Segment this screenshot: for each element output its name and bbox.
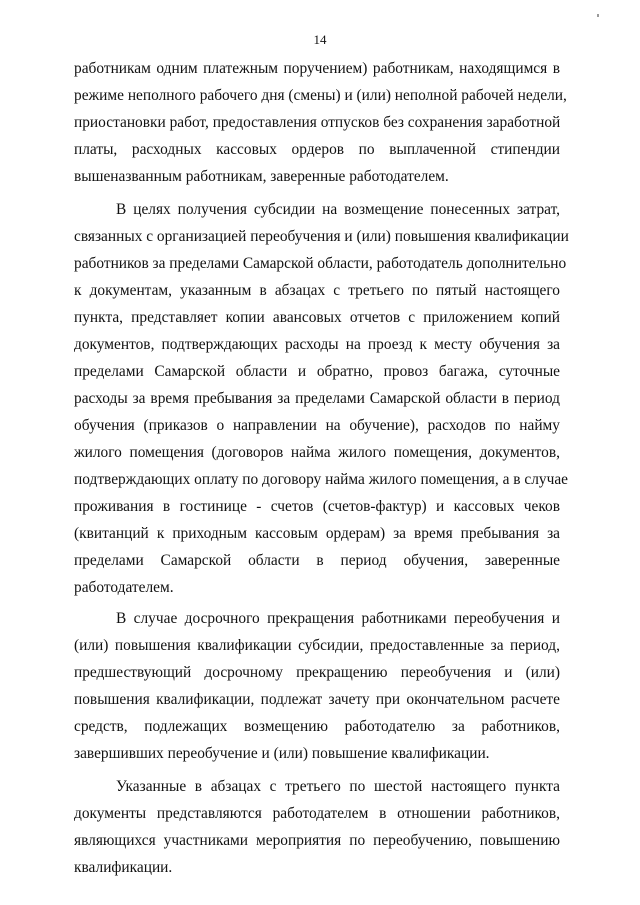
text-line: расходы за время пребывания за пределами Самарской области в период (74, 390, 560, 407)
text-line: обучения (приказов о направлении на обучение), расходов по найму (74, 417, 560, 434)
text-line: вышеназванным работникам, заверенные работодателем. (74, 168, 449, 185)
text-line: работодателем. (74, 579, 174, 596)
scan-mark (597, 14, 599, 17)
paragraph-first-line: В случае досрочного прекращения работниками переобучения и (116, 610, 560, 627)
page-number: 14 (313, 32, 327, 47)
text-line: пределами Самарской области и обратно, провоз багажа, суточные (74, 363, 560, 380)
text-line: повышения квалификации, подлежат зачету при окончательном расчете (74, 691, 560, 708)
paragraph-first-line: В целях получения субсидии на возмещение понесенных затрат, (116, 201, 560, 218)
text-line: работников за пределами Самарской области, работодатель дополнительно (74, 255, 567, 272)
text-line: (или) повышения квалификации субсидии, предоставленные за период, (74, 637, 560, 654)
text-line: режиме неполного рабочего дня (смены) и (или) неполной рабочей недели, (74, 87, 567, 104)
text-line: пункта, представляет копии авансовых отчетов с приложением копий (74, 309, 560, 326)
text-line: жилого помещения (договоров найма жилого помещения, документов, (74, 444, 560, 461)
text-line: подтверждающих оплату по договору найма жилого помещения, а в случае (74, 471, 568, 488)
text-line: пределами Самарской области в период обучения, заверенные (74, 552, 560, 569)
text-line: к документам, указанным в абзацах с третьего по пятый настоящего (74, 282, 560, 299)
paragraph-first-line: Указанные в абзацах с третьего по шестой настоящего пункта (116, 778, 560, 795)
text-line: связанных с организацией переобучения и (или) повышения квалификации (74, 228, 569, 245)
text-line: документов, подтверждающих расходы на проезд к месту обучения за (74, 336, 560, 353)
text-line: предшествующий досрочному прекращению переобучения и (или) (74, 664, 560, 681)
text-line: работникам одним платежным поручением) работникам, находящимся в (74, 60, 560, 77)
text-line: документы представляются работодателем в отношении работников, (74, 805, 560, 822)
text-line: платы, расходных кассовых ордеров по выплаченной стипендии (74, 141, 560, 158)
text-line: квалификации. (74, 859, 173, 876)
text-line: являющихся участниками мероприятия по переобучению, повышению (74, 832, 560, 849)
text-line: (квитанций к приходным кассовым ордерам) за время пребывания за (74, 525, 560, 542)
text-line: проживания в гостинице - счетов (счетов-фактур) и кассовых чеков (74, 498, 560, 515)
text-line: средств, подлежащих возмещению работодателю за работников, (74, 718, 560, 735)
text-line: завершивших переобучение и (или) повышение квалификации. (74, 745, 490, 762)
text-line: приостановки работ, предоставления отпусков без сохранения заработной (74, 114, 561, 131)
